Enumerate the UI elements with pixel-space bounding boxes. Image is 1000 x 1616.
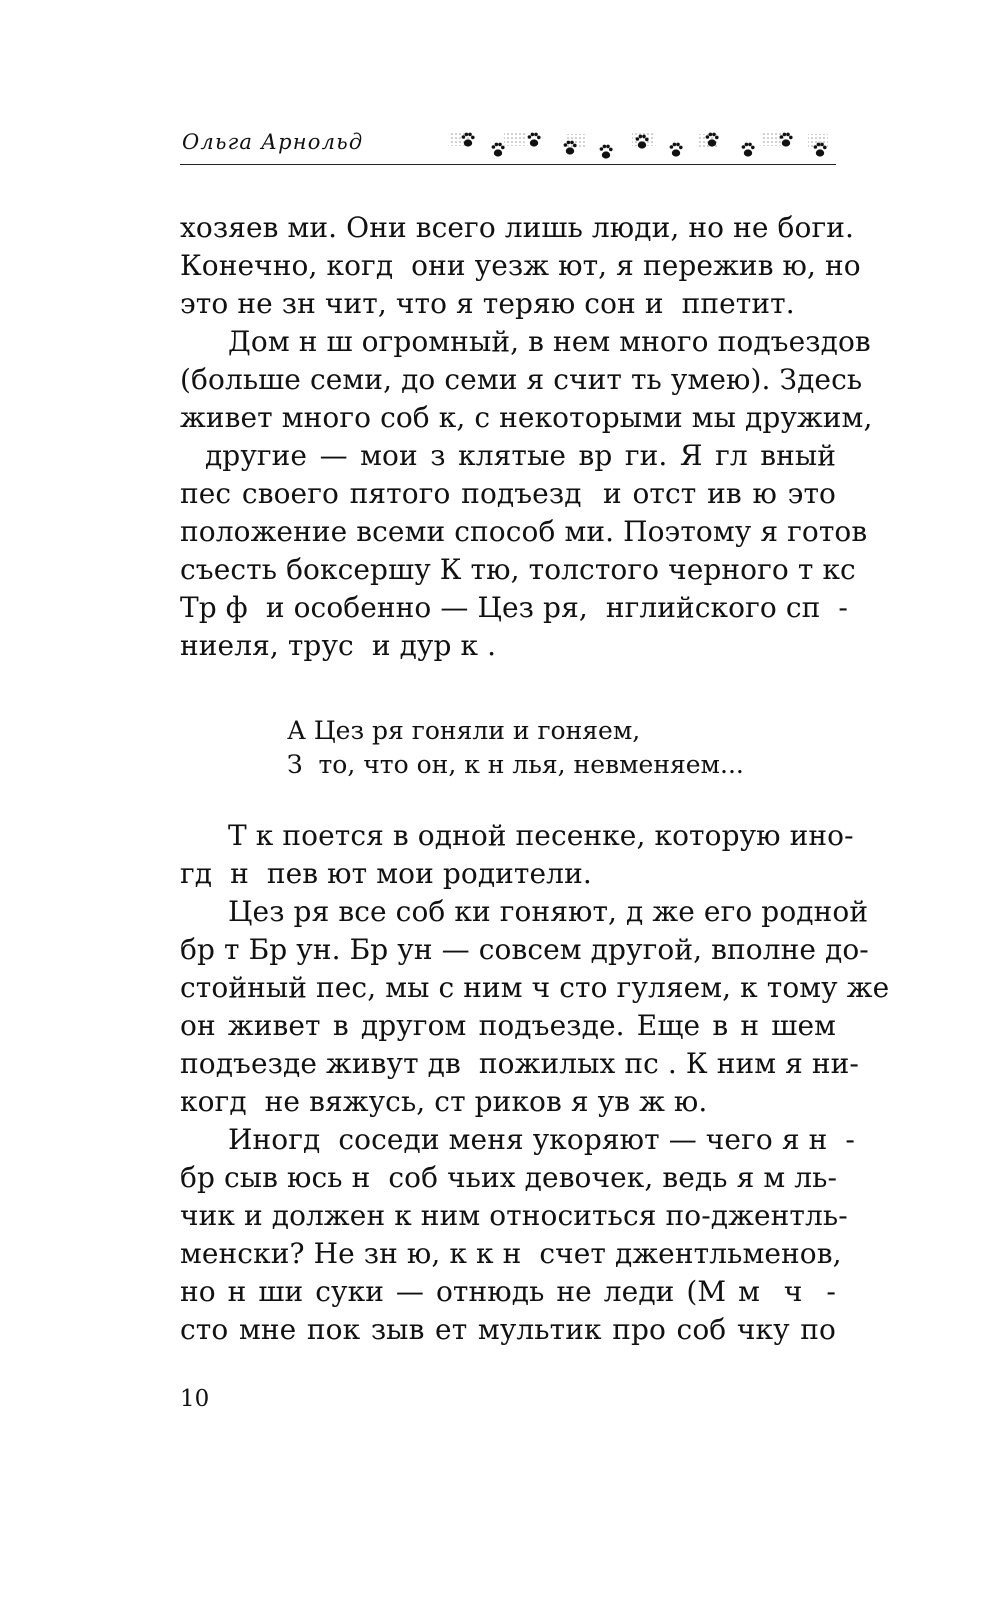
- text-line: Иногд соседи меня укоряют — чего я н -: [228, 1123, 855, 1156]
- text-line: бр т Бр ун. Бр ун — совсем другой, вполне до-: [180, 933, 869, 966]
- text-line: Конечно, когд они уезж ют, я пережив ю, но: [180, 249, 861, 282]
- text-line: хозяев ми. Они всего лишь люди, но не боги.: [180, 211, 854, 244]
- text-line: (больше семи, до семи я счит ть умею). Здесь: [180, 363, 863, 396]
- text-line: но н ши суки — отнюдь не леди (М м ч -: [180, 1275, 836, 1308]
- running-header-author: Ольга Арнольд: [182, 130, 364, 154]
- header-rule: [180, 164, 836, 165]
- text-line: сто мне пок зыв ет мультик про соб чку по: [180, 1313, 836, 1346]
- text-line: пес своего пятого подъезд и отст ив ю это: [180, 477, 836, 510]
- text-line: чик и должен к ним относиться по-джентль-: [180, 1199, 848, 1232]
- text-line: стойный пес, мы с ним ч сто гуляем, к тому же: [180, 971, 890, 1004]
- text-line: живет много соб к, с некоторыми мы дружим,: [180, 401, 873, 434]
- text-line: подъезде живут дв пожилых пс . К ним я ни-: [180, 1047, 859, 1080]
- text-line: менски? Не зн ю, к к н счет джентльменов,: [180, 1237, 842, 1270]
- paw-prints-ornament-icon: [446, 128, 836, 162]
- verse-line: А Цез ря гоняли и гоняем,: [287, 716, 641, 745]
- text-line: другие — мои з клятые вр ги. Я гл вный: [180, 439, 836, 472]
- page-number: 10: [180, 1386, 210, 1412]
- verse-line: З то, что он, к н лья, невменяем...: [287, 750, 744, 779]
- text-line: он живет в другом подъезде. Еще в н шем: [180, 1009, 836, 1042]
- text-line: съесть боксершу К тю, толстого черного т кс: [180, 553, 856, 586]
- text-line: гд н пев ют мои родители.: [180, 857, 592, 890]
- text-line: это не зн чит, что я теряю сон и ппетит.: [180, 287, 795, 320]
- text-line: ниеля, трус и дур к .: [180, 629, 497, 662]
- text-line: Т к поется в одной песенке, которую ино-: [228, 819, 854, 852]
- text-line: положение всеми способ ми. Поэтому я готов: [180, 515, 868, 548]
- text-line: бр сыв юсь н соб чьих девочек, ведь я м ль-: [180, 1161, 838, 1194]
- running-header: [180, 128, 836, 168]
- text-line: когд не вяжусь, ст риков я ув ж ю.: [180, 1085, 708, 1118]
- text-line: Тр ф и особенно — Цез ря, нглийского сп -: [180, 591, 848, 624]
- text-line: Цез ря все соб ки гоняют, д же его родной: [228, 895, 869, 928]
- text-line: Дом н ш огромный, в нем много подъездов: [228, 325, 871, 358]
